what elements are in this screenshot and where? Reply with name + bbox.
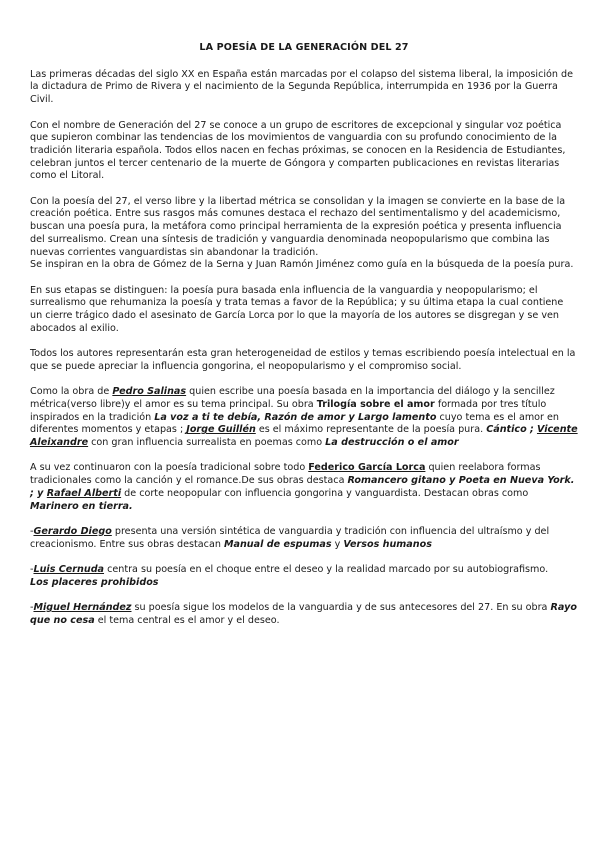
paragraph-cernuda [30,564,578,589]
paragraph-definition: Con el nombre de Generación del 27 se conoce a un grupo de escritores de excepcional y singular voz poética que supieron combinar las tendencias de los movimientos de vanguardia con su profundo conocimiento de la tradición literaria española. Todos ellos nacen en fechas próximas, se conocen en la Residencia de Estudiantes, celebran juntos el tercer centenario de la muerte de Góngora y comparten publicaciones en revistas literarias como el Litoral. [30,119,566,182]
influences-text: Se inspiran en la obra de Gómez de la Serna y Juan Ramón Jiménez como guía en la búsqueda de la poesía pura. [30,259,574,271]
text: cuyo tema es el amor en diferentes momentos y etapas ; [30,411,560,436]
text: Como la obra de [30,386,113,398]
text: quien escribe una poesía basada en la importancia del diálogo y la sencillez métrica(verso libre)y el amor es su tema principal. Su obra [30,386,555,410]
text: su poesía sigue los modelos de la vanguardia y de sus antecesores del 27. En su obra [131,602,551,614]
work-versos: Versos humanos [343,538,432,550]
text: el tema central es el amor y el deseo. [94,614,280,626]
text: es el máximo representante de la poesía pura. [255,424,487,436]
text: presenta una versión sintética de vanguardia y tradición con influencia del ultraísmo y del creacionismo. Entre sus obras destacan [30,525,550,550]
dash: - [30,602,34,614]
work-trilogia: Trilogía sobre el amor [316,398,435,410]
text: A su vez continuaron con la poesía tradicional sobre todo [30,462,309,474]
author-pedro-salinas: Pedro Salinas [112,386,187,398]
author-jorge-guillen: Jorge Guillén [186,424,256,436]
work-destruccion: La destrucción o el amor [325,437,459,449]
author-garcia-lorca: Federico García Lorca [308,462,426,474]
text: formada por tres título inspirados en la tradición [30,398,547,423]
paragraph-stages: En sus etapas se distinguen: la poesía pura basada enla influencia de la vanguardia y neopopularismo; el surrealismo que rehumaniza la poesía y trata temas a favor de la República; y su última etapa la cual contiene un cierre trágico dado el asesinato de García Lorca por lo que la mayoría de los autores se disgregan y se ven abocados al exilio. [30,284,564,334]
author-rafael-alberti: Rafael Alberti [46,487,122,499]
dash: - [30,564,34,575]
author-gerardo-diego: Gerardo Diego [33,525,112,537]
text: quien reelabora formas tradicionales como la canción y el romance.De sus obras destaca [30,462,541,487]
page-title: LA POESÍA DE LA GENERACIÓN DEL 27 [199,42,409,53]
paragraph-diego [30,526,578,551]
paragraph-context: Las primeras décadas del siglo XX en España están marcadas por el colapso del sistema liberal, la imposición de la dictadura de Primo de Rivera y el nacimiento de la Segunda República, interrumpida en 1936 por la Guerra Civil. [30,68,574,106]
text: centra su poesía en el choque entre el deseo y la realidad marcado por su autobiografismo. [104,564,549,575]
work-marinero: Marinero en tierra. [30,500,133,512]
dash: - [30,525,34,537]
paragraph-traditional [30,462,578,513]
paragraph-heterogeneity: Todos los autores representarán esta gran heterogeneidad de estilos y temas escribiendo poesía intelectual en la que se puede apreciar la influencia gongorina, el neopopularismo y el compromiso social. [30,348,576,372]
work-manual: Manual de espumas [223,538,332,550]
text: de corte neopopular con influencia gongorina y vanguardista. Destacan obras como [121,487,529,499]
text: con gran influencia surrealista en poemas como [88,437,326,449]
paragraph-pure-poetry [30,386,578,450]
work-placeres: Los placeres prohibidos [30,576,159,588]
author-vicente-aleixandre: Vicente Aleixandre [30,424,578,449]
text: y [331,538,344,550]
work-cantico: Cántico ; [486,424,534,436]
author-luis-cernuda: Luis Cernuda [33,564,105,575]
works-lorca: Romancero gitano y Poeta en Nueva York. ; y [30,475,575,499]
works-salinas: La voz a ti te debía, Razón de amor y Largo lamento [154,411,437,423]
features-text: Con la poesía del 27, el verso libre y la libertad métrica se consolidan y la imagen se convierte en la base de la creación poética. Entre sus rasgos más comunes destaca el rechazo del sentimentalismo y del academicismo, buscan una poesía pura, la metáfora como principal herramienta de la expresión poética y presenta influencia del surrealismo. Crean una síntesis de tradición y vanguardia denominada neopopularismo que combina las nuevas corrientes vanguardistas sin abandonar la tradición. [30,195,566,258]
paragraph-features [30,196,578,272]
work-rayo: Rayo que no cesa [30,602,577,626]
paragraph-hernandez [30,602,578,627]
author-miguel-hernandez: Miguel Hernández [33,602,132,614]
